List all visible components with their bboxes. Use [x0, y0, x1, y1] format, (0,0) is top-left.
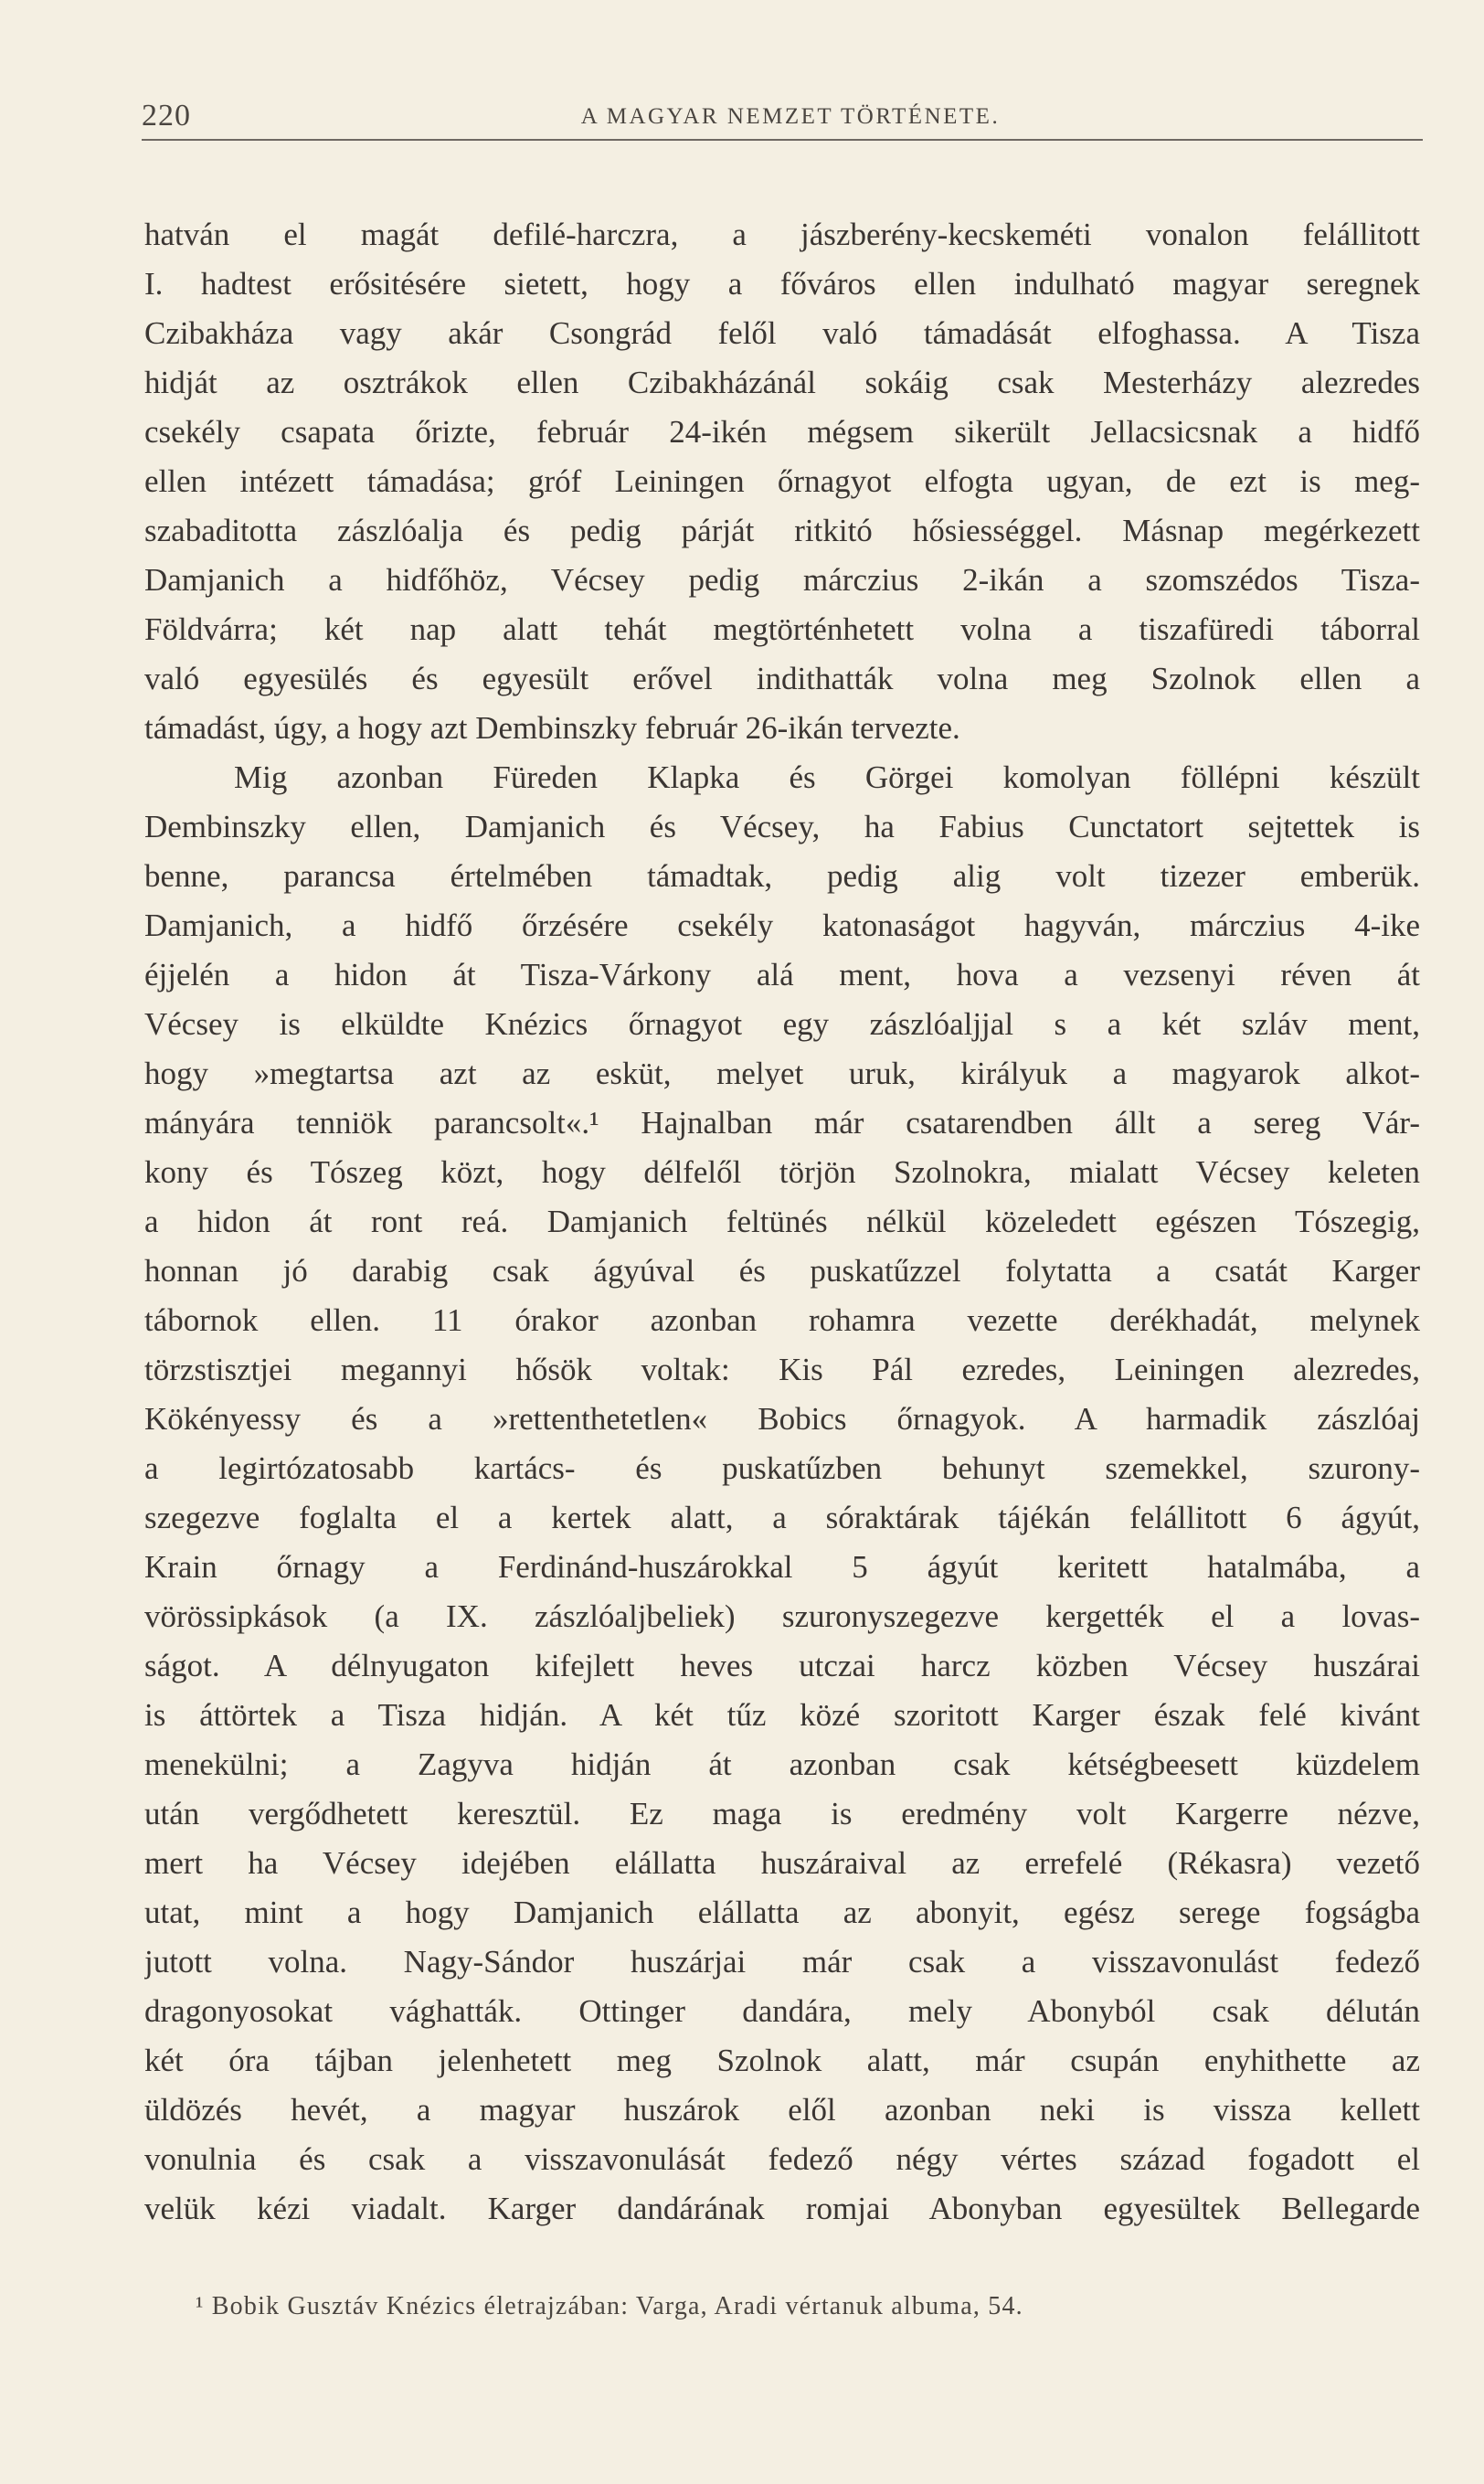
- text-line: üldözés hevét, a magyar huszárok elől azonban neki is vissza kellett: [144, 2092, 1420, 2128]
- text-line: jutott volna. Nagy-Sándor huszárjai már csak a visszavonulást fedező: [144, 1944, 1420, 1980]
- text-line: velük kézi viadalt. Karger dandárának romjai Abonyban egyesültek Bellegarde: [144, 2191, 1420, 2226]
- text-line: Dembinszky ellen, Damjanich és Vécsey, ha Fabius Cunctatort sejtettek is: [144, 809, 1420, 844]
- text-line: Mig azonban Füreden Klapka és Görgei komolyan föllépni készült: [234, 759, 1420, 795]
- text-line: ellen intézett támadása; gróf Leiningen őrnagyot elfogta ugyan, de ezt is meg-: [144, 463, 1420, 499]
- text-line: támadást, úgy, a hogy azt Dembinszky február 26-ikán tervezte.: [144, 710, 960, 746]
- text-line: mert ha Vécsey idejében elállatta huszáraival az errefelé (Rékasra) vezető: [144, 1845, 1420, 1881]
- page-number: 220: [142, 99, 191, 133]
- text-line: Czibakháza vagy akár Csongrád felől való támadását elfoghassa. A Tisza: [144, 315, 1420, 351]
- text-line: Damjanich a hidfőhöz, Vécsey pedig márczius 2-ikán a szomszédos Tisza-: [144, 562, 1420, 598]
- text-line: dragonyosokat vághatták. Ottinger dandára, mely Abonyból csak délután: [144, 1993, 1420, 2029]
- body-text: [144, 210, 1420, 2234]
- text-line: két óra tájban jelenhetett meg Szolnok alatt, már csupán enyhithette az: [144, 2043, 1420, 2078]
- text-line: is áttörtek a Tisza hidján. A két tűz közé szoritott Karger észak felé kivánt: [144, 1697, 1420, 1733]
- text-line: a hidon át ront reá. Damjanich feltünés nélkül közeledett egészen Tószegig,: [144, 1204, 1420, 1239]
- text-line: a legirtózatosabb kartács- és puskatűzben behunyt szemekkel, szurony-: [144, 1450, 1420, 1486]
- text-line: hogy »megtartsa azt az esküt, melyet uruk, királyuk a magyarok alkot-: [144, 1056, 1420, 1091]
- text-line: kony és Tószeg közt, hogy délfelől törjön Szolnokra, mialatt Vécsey keleten: [144, 1154, 1420, 1190]
- text-line: hidját az osztrákok ellen Czibakházánál sokáig csak Mesterházy alezredes: [144, 365, 1420, 400]
- text-line: törzstisztjei megannyi hősök voltak: Kis Pál ezredes, Leiningen alezredes,: [144, 1352, 1420, 1387]
- text-line: csekély csapata őrizte, február 24-ikén mégsem sikerült Jellacsicsnak a hidfő: [144, 414, 1420, 450]
- text-line: Krain őrnagy a Ferdinánd-huszárokkal 5 ágyút keritett hatalmába, a: [144, 1549, 1420, 1585]
- text-line: éjjelén a hidon át Tisza-Várkony alá ment, hova a vezsenyi réven át: [144, 957, 1420, 993]
- text-line: utat, mint a hogy Damjanich elállatta az abonyit, egész serege fogságba: [144, 1895, 1420, 1930]
- text-line: Vécsey is elküldte Knézics őrnagyot egy zászlóaljjal s a két szláv ment,: [144, 1006, 1420, 1042]
- text-line: ságot. A délnyugaton kifejlett heves utczai harcz közben Vécsey huszárai: [144, 1648, 1420, 1683]
- text-line: mányára tenniök parancsolt«.¹ Hajnalban már csatarendben állt a sereg Vár-: [144, 1105, 1420, 1141]
- text-line: Földvárra; két nap alatt tehát megtörténhetett volna a tiszafüredi táborral: [144, 611, 1420, 647]
- text-line: után vergődhetett keresztül. Ez maga is eredmény volt Kargerre nézve,: [144, 1796, 1420, 1831]
- text-line: szabaditotta zászlóalja és pedig párját ritkitó hősiességgel. Másnap megérkezett: [144, 513, 1420, 548]
- footnote: ¹ Bobik Gusztáv Knézics életrajzában: Varga, Aradi vértanuk albuma, 54.: [196, 2292, 1023, 2320]
- running-header: [142, 99, 1423, 141]
- text-line: I. hadtest erősitésére sietett, hogy a főváros ellen indulható magyar seregnek: [144, 266, 1420, 302]
- text-line: szegezve foglalta el a kertek alatt, a sóraktárak tájékán felállitott 6 ágyút,: [144, 1500, 1420, 1535]
- text-line: való egyesülés és egyesült erővel indithatták volna meg Szolnok ellen a: [144, 661, 1420, 696]
- text-line: tábornok ellen. 11 órakor azonban rohamra vezette derékhadát, melynek: [144, 1302, 1420, 1338]
- text-line: vörössipkások (a IX. zászlóaljbeliek) szuronyszegezve kergették el a lovas-: [144, 1598, 1420, 1634]
- text-line: Kökényessy és a »rettenthetetlen« Bobics őrnagyok. A harmadik zászlóaj: [144, 1401, 1420, 1437]
- text-line: vonulnia és csak a visszavonulását fedező négy vértes század fogadott el: [144, 2141, 1420, 2177]
- text-line: hatván el magát defilé-harczra, a jászberény-kecskeméti vonalon felállitott: [144, 217, 1420, 252]
- running-title: A MAGYAR NEMZET TÖRTÉNETE.: [580, 104, 1001, 129]
- text-line: honnan jó darabig csak ágyúval és puskatűzzel folytatta a csatát Karger: [144, 1253, 1420, 1289]
- text-line: menekülni; a Zagyva hidján át azonban csak kétségbeesett küzdelem: [144, 1746, 1420, 1782]
- text-line: benne, parancsa értelmében támadtak, pedig alig volt tizezer emberük.: [144, 858, 1420, 894]
- text-line: Damjanich, a hidfő őrzésére csekély katonaságot hagyván, márczius 4-ike: [144, 908, 1420, 943]
